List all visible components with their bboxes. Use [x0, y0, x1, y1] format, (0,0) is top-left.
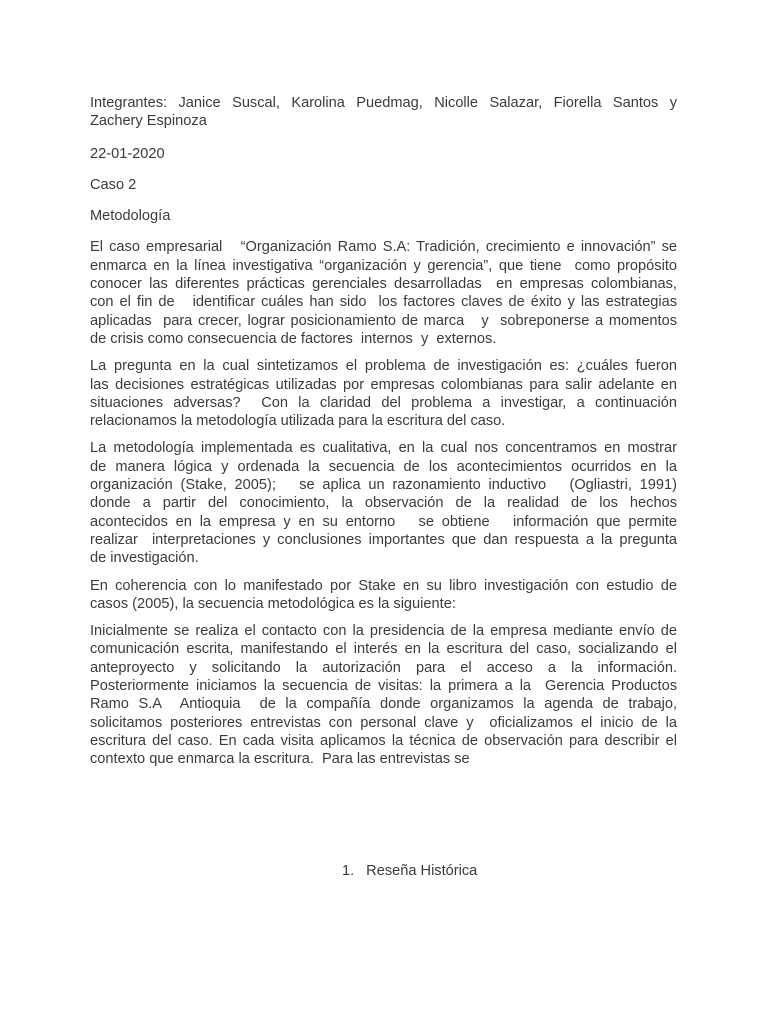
section-heading-title: Reseña Histórica — [366, 863, 478, 879]
paragraph-5-line: Inicialmente se realiza el contacto con la presidencia de la empresa mediante envío de — [90, 623, 677, 640]
case-label: Caso 2 — [90, 176, 137, 193]
paragraph-1 — [90, 238, 677, 348]
paragraph-1-line: aplicadas para crecer, lograr posicionamiento de marca y sobreponerse a momentos — [90, 312, 677, 329]
section-title-metodologia: Metodología — [90, 208, 171, 225]
document-body — [90, 94, 677, 769]
paragraph-3-line: realizar interpretaciones y conclusiones importantes que dan respuesta a la pregunta — [90, 531, 677, 548]
integrantes-line-2: Zachery Espinoza — [90, 113, 207, 130]
paragraph-2-line: relacionamos la metodología utilizada para la escritura del caso. — [90, 413, 506, 430]
paragraph-4-line: En coherencia con lo manifestado por Stake en su libro investigación con estudio de — [90, 577, 677, 594]
paragraph-5-line: Posteriormente iniciamos la secuencia de visitas: la primera a la Gerencia Productos — [90, 678, 677, 695]
paragraph-4-line: casos (2005), la secuencia metodológica es la siguiente: — [90, 595, 456, 612]
paragraph-1-line: de crisis como consecuencia de factores internos y externos. — [90, 330, 497, 347]
paragraph-2 — [90, 357, 677, 430]
paragraph-3-line: de manera lógica y ordenada la secuencia de los acontecimientos ocurridos en la — [90, 458, 677, 475]
paragraph-5-line: escritura del caso. En cada visita aplicamos la técnica de observación para describir el — [90, 732, 677, 749]
paragraph-1-line: conocer las diferentes prácticas gerenciales desarrolladas en empresas colombianas, — [90, 276, 677, 293]
paragraph-5-line: anteproyecto y solicitando la autorización para el acceso a la información. — [90, 659, 677, 676]
paragraph-3 — [90, 439, 677, 567]
paragraph-3-line: donde a partir del conocimiento, la observación de la realidad de los hechos — [90, 495, 677, 512]
paragraph-1-line: enmarca en la línea investigativa “organización y gerencia”, que tiene como propósito — [90, 257, 677, 274]
paragraph-3-line: organización (Stake, 2005); se aplica un razonamiento inductivo (Ogliastri, 1991) — [90, 477, 677, 494]
integrantes-line-1: Integrantes: Janice Suscal, Karolina Puedmag, Nicolle Salazar, Fiorella Santos y — [90, 95, 677, 111]
section-heading-resena — [342, 862, 477, 880]
paragraph-3-line: de investigación. — [90, 550, 199, 567]
integrantes — [90, 94, 677, 131]
paragraph-2-line: las decisiones estratégicas utilizadas por empresas colombianas para salir adelante en — [90, 376, 677, 393]
paragraph-5-line: contexto que enmarca la escritura. Para las entrevistas se — [90, 751, 470, 768]
paragraph-2-line: situaciones adversas? Con la claridad del problema a investigar, a continuación — [90, 394, 677, 411]
paragraph-4 — [90, 577, 677, 614]
paragraph-1-line: con el fin de identificar cuáles han sido los factores claves de éxito y las estrategias — [90, 294, 677, 311]
paragraph-3-line: acontecidos en la empresa y en su entorno se obtiene información que permite — [90, 513, 677, 530]
document-date: 22-01-2020 — [90, 145, 165, 162]
paragraph-5-line: solicitamos posteriores entrevistas con personal clave y oficializamos el inicio de la — [90, 714, 677, 731]
paragraph-5 — [90, 622, 677, 768]
paragraph-5-line: Ramo S.A Antioquia de la compañía donde organizamos la agenda de trabajo, — [90, 696, 677, 713]
paragraph-3-line: La metodología implementada es cualitativa, en la cual nos concentramos en mostrar — [90, 440, 677, 457]
section-heading-number: 1. — [342, 863, 355, 879]
paragraph-5-line: comunicación escrita, manifestando el interés en la escritura del caso, socializando el — [90, 641, 677, 658]
paragraph-1-line: El caso empresarial “Organización Ramo S.A: Tradición, crecimiento e innovación” se — [90, 239, 677, 256]
paragraph-2-line: La pregunta en la cual sintetizamos el problema de investigación es: ¿cuáles fueron — [90, 358, 677, 375]
